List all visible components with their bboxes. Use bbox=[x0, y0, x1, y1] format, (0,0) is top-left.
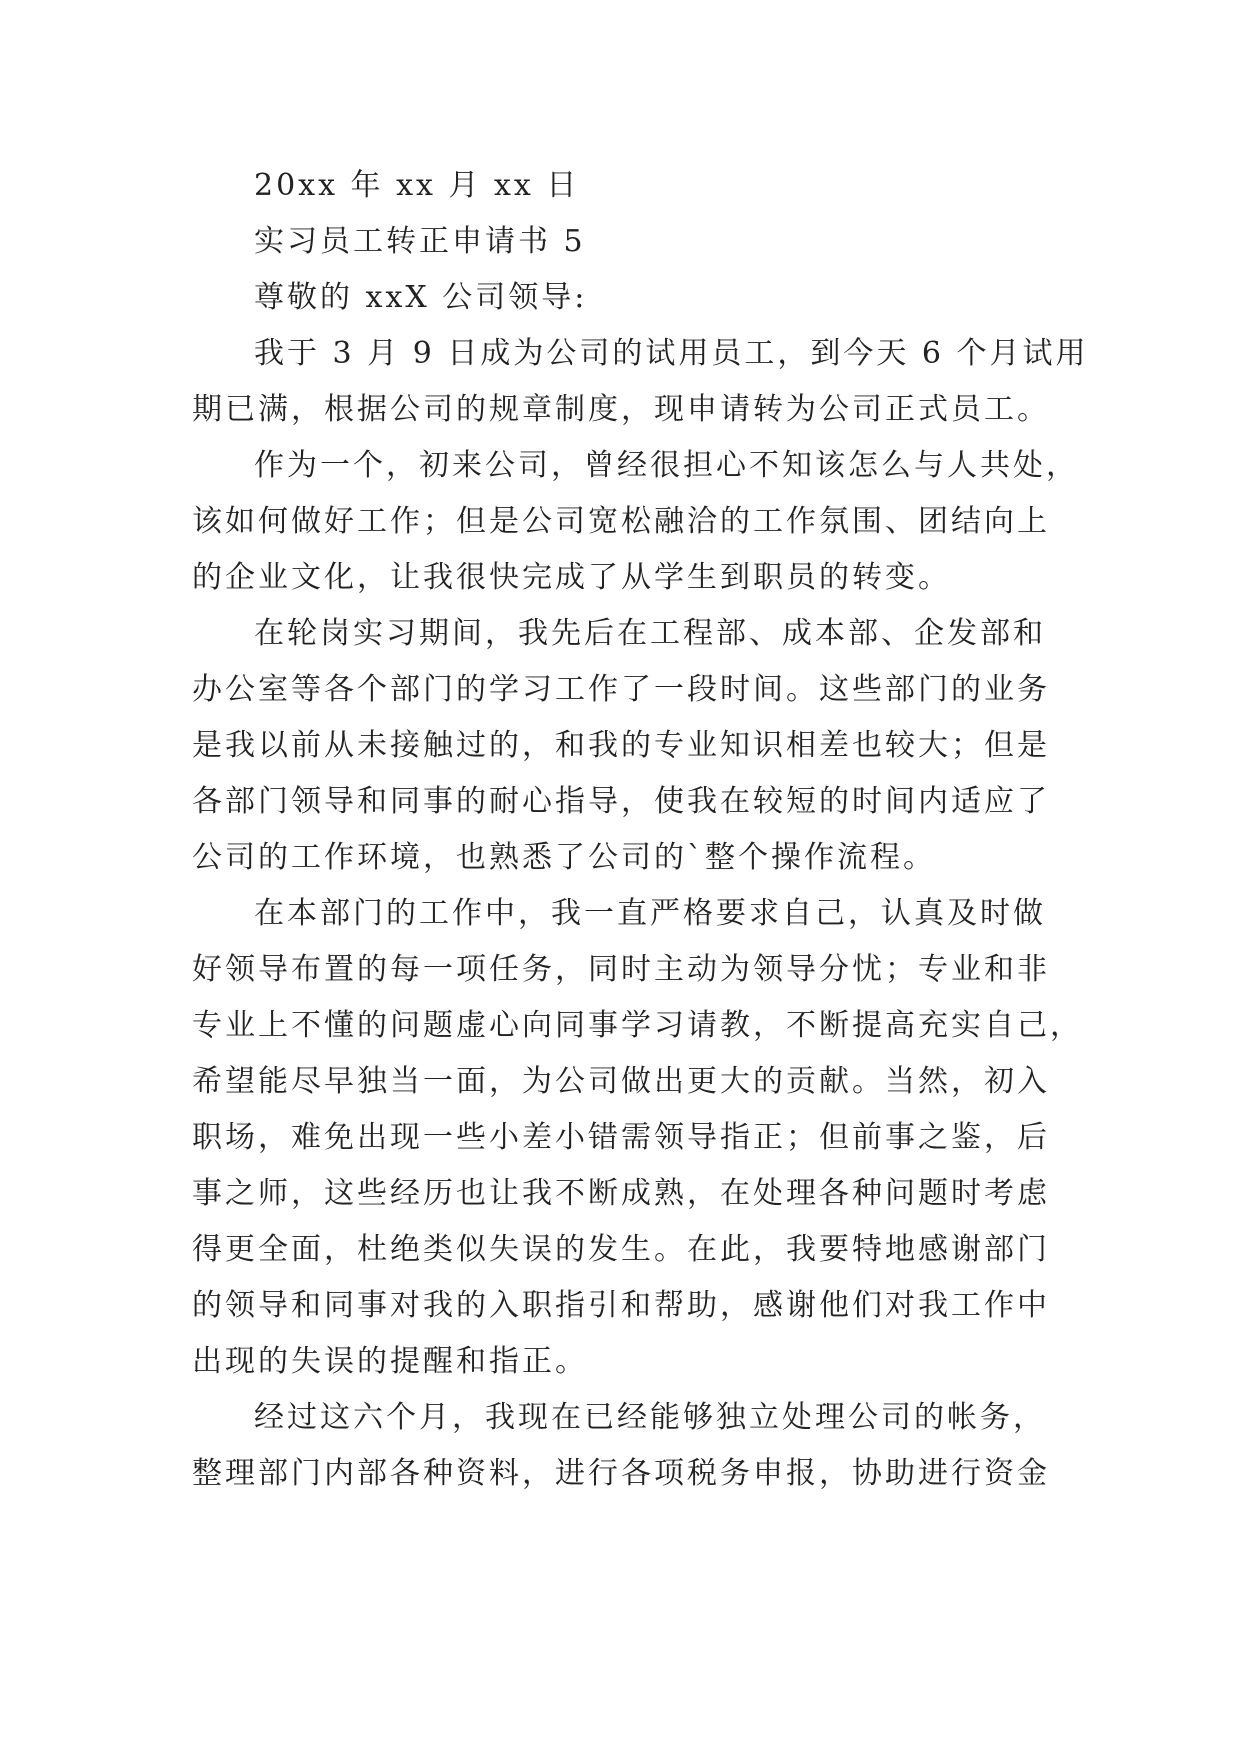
paragraph-line: 公司的工作环境，也熟悉了公司的`整个操作流程。 bbox=[192, 840, 936, 875]
paragraph-line: 出现的失误的提醒和指正。 bbox=[192, 1344, 588, 1379]
date-line: 20xx 年 xx 月 xx 日 bbox=[254, 168, 580, 203]
document-title: 实习员工转正申请书 5 bbox=[254, 224, 586, 259]
paragraph-line: 好领导布置的每一项任务，同时主动为领导分忧；专业和非 bbox=[192, 952, 1050, 987]
paragraph-line: 是我以前从未接触过的，和我的专业知识相差也较大；但是 bbox=[192, 728, 1050, 763]
paragraph-line: 在本部门的工作中，我一直严格要求自己，认真及时做 bbox=[254, 896, 1046, 931]
paragraph-4 bbox=[192, 886, 1083, 1390]
paragraph-5 bbox=[192, 1390, 1054, 1502]
paragraph-line: 在轮岗实习期间，我先后在工程部、成本部、企发部和 bbox=[254, 616, 1046, 651]
paragraph-line: 该如何做好工作；但是公司宽松融洽的工作氛围、团结向上 bbox=[192, 504, 1050, 539]
paragraph-line: 整理部门内部各种资料，进行各项税务申报，协助进行资金 bbox=[192, 1456, 1050, 1491]
paragraph-3 bbox=[192, 606, 1054, 886]
paragraph-line: 的企业文化，让我很快完成了从学生到职员的转变。 bbox=[192, 560, 951, 595]
paragraph-line: 希望能尽早独当一面，为公司做出更大的贡献。当然，初入 bbox=[192, 1064, 1050, 1099]
paragraph-1 bbox=[192, 326, 1089, 438]
paragraph-line: 各部门领导和同事的耐心指导，使我在较短的时间内适应了 bbox=[192, 784, 1050, 819]
paragraph-line: 得更全面，杜绝类似失误的发生。在此，我要特地感谢部门 bbox=[192, 1232, 1050, 1267]
paragraph-line: 职场，难免出现一些小差小错需领导指正；但前事之鉴，后 bbox=[192, 1120, 1050, 1155]
paragraph-line: 的领导和同事对我的入职指引和帮助，感谢他们对我工作中 bbox=[192, 1288, 1050, 1323]
document-body bbox=[192, 158, 1089, 1502]
paragraph-line: 期已满，根据公司的规章制度，现申请转为公司正式员工。 bbox=[192, 392, 1050, 427]
paragraph-line: 专业上不懂的问题虚心向同事学习请教，不断提高充实自己， bbox=[192, 1008, 1083, 1043]
paragraph-line: 我于 3 月 9 日成为公司的试用员工，到今天 6 个月试用 bbox=[254, 336, 1089, 371]
salutation: 尊敬的 xxX 公司领导: bbox=[254, 280, 588, 315]
paragraph-2 bbox=[192, 438, 1079, 606]
paragraph-line: 经过这六个月，我现在已经能够独立处理公司的帐务， bbox=[254, 1400, 1046, 1435]
paragraph-line: 作为一个，初来公司，曾经很担心不知该怎么与人共处， bbox=[254, 448, 1079, 483]
paragraph-line: 办公室等各个部门的学习工作了一段时间。这些部门的业务 bbox=[192, 672, 1050, 707]
paragraph-line: 事之师，这些经历也让我不断成熟，在处理各种问题时考虑 bbox=[192, 1176, 1050, 1211]
